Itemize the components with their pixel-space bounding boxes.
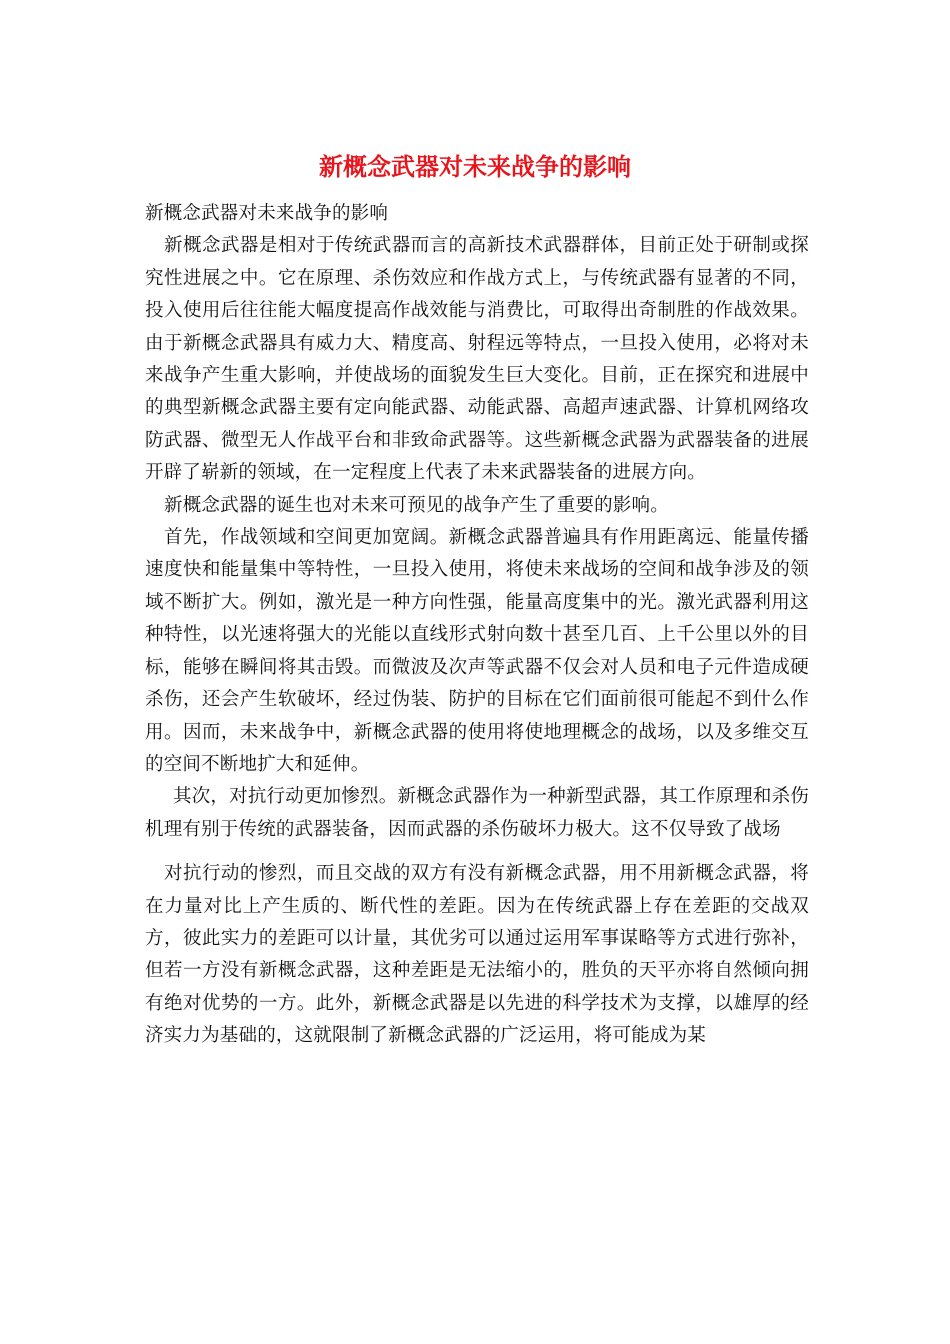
paragraph-subtitle: 新概念武器对未来战争的影响: [145, 203, 389, 224]
paragraph-intro: 新概念武器是相对于传统武器而言的高新技术武器群体，目前正处于研制或探究性进展之中。它在原理、杀伤效应和作战方式上，与传统武器有显著的不同，投入使用后往往能大幅度提高作战效能与消费比，可取得出奇制胜的作战效果。由于新概念武器具有威力大、精度高、射程远等特点，一旦投入使用，必将对未来战争产生重大影响，并使战场的面貌发生巨大变化。目前，正在探究和进展中的典型新概念武器主要有定向能武器、动能武器、高超声速武器、计算机网络攻防武器、微型无人作战平台和非致命武器等。这些新概念武器为武器装备的进展开辟了崭新的领域，在一定程度上代表了未来武器装备的进展方向。: [145, 235, 809, 484]
paragraph-second-point: 其次，对抗行动更加惨烈。新概念武器作为一种新型武器，其工作原理和杀伤机理有别于传统的武器装备，因而武器的杀伤破坏力极大。这不仅导致了战场: [145, 786, 809, 840]
document-title: 新概念武器对未来战争的影响: [319, 152, 631, 181]
paragraph-impact: 新概念武器的诞生也对未来可预见的战争产生了重要的影响。: [164, 494, 669, 516]
paragraph-continuation: 对抗行动的惨烈，而且交战的双方有没有新概念武器，用不用新概念武器，将在力量对比上产生质的、断代性的差距。因为在传统武器上存在差距的交战双方，彼此实力的差距可以计量，其优劣可以通过运用军事谋略等方式进行弥补，但若一方没有新概念武器，这种差距是无法缩小的，胜负的天平亦将自然倾向拥有绝对优势的一方。此外，新概念武器是以先进的科学技术为支撑，以雄厚的经济实力为基础的，这就限制了新概念武器的广泛运用，将可能成为某: [145, 863, 809, 1047]
paragraph-first-point: 首先，作战领域和空间更加宽阔。新概念武器普遍具有作用距离远、能量传播速度快和能量集中等特性，一旦投入使用，将使未来战场的空间和战争涉及的领域不断扩大。例如，激光是一种方向性强，能量高度集中的光。激光武器利用这种特性，以光速将强大的光能以直线形式射向数十甚至几百、上千公里以外的目标，能够在瞬间将其击毁。而微波及次声等武器不仅会对人员和电子元件造成硬杀伤，还会产生软破坏，经过伪装、防护的目标在它们面前很可能起不到什么作用。因而，未来战争中，新概念武器的使用将使地理概念的战场，以及多维交互的空间不断地扩大和延伸。: [145, 527, 809, 775]
document-body: [145, 198, 809, 1053]
